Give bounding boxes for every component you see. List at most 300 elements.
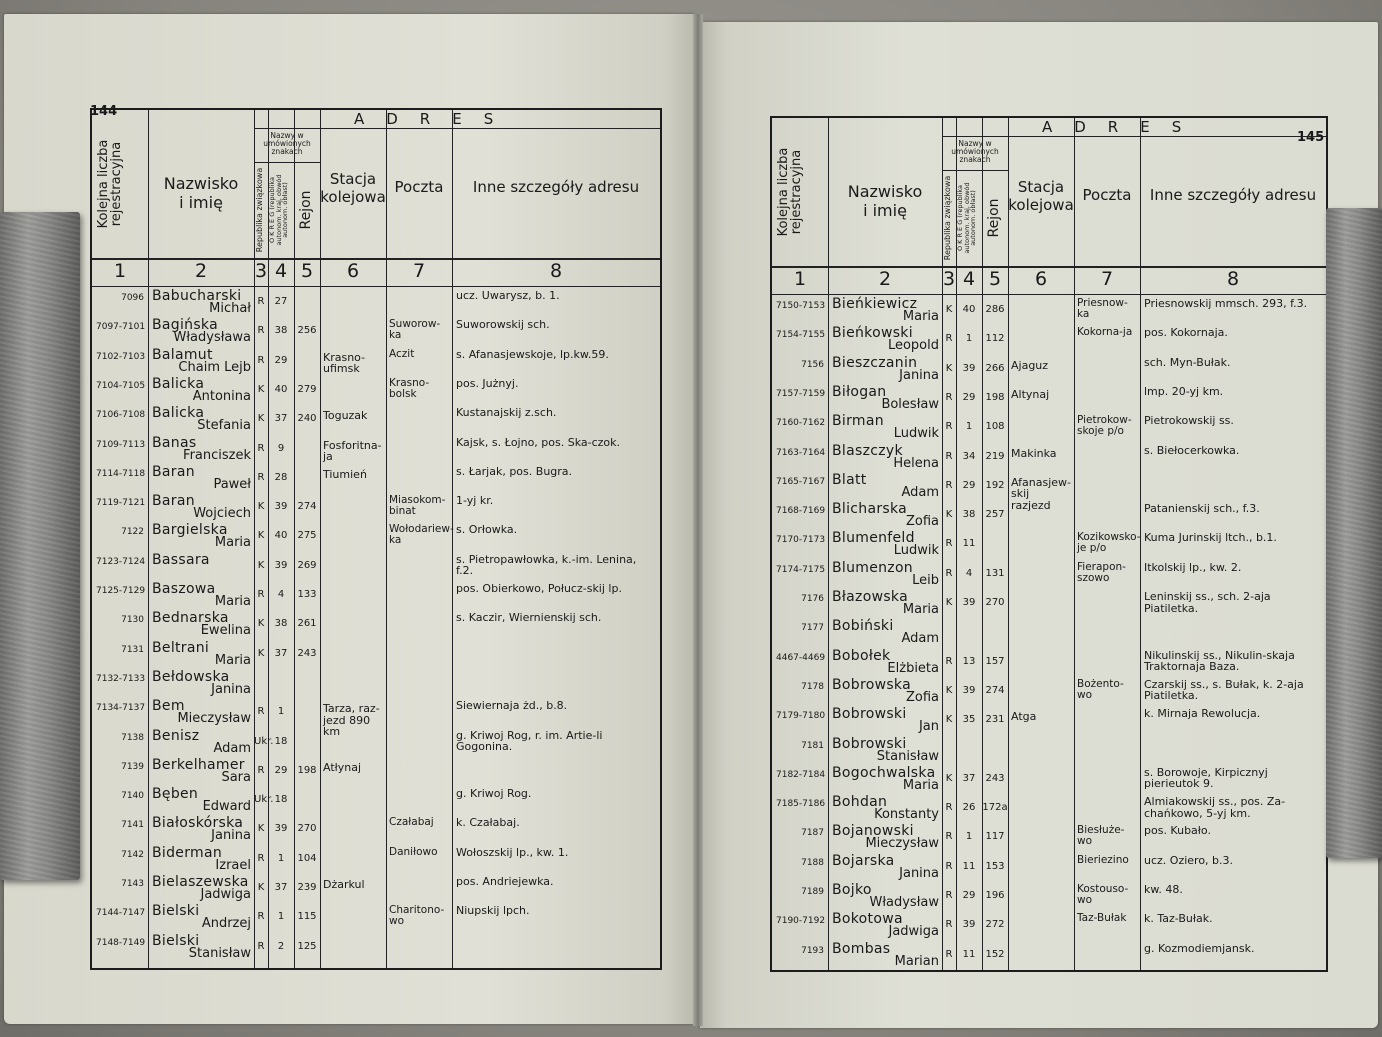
region-code: 153 <box>985 860 1005 872</box>
address-details: Leninskij ss., sch. 2-aja Piatiletka. <box>1144 590 1271 615</box>
region-code: 231 <box>985 714 1005 726</box>
railway-station: Makinka <box>1011 446 1057 460</box>
registration-number: 7144-7147 <box>96 908 146 919</box>
district-code: 29 <box>962 890 976 901</box>
region-code: 279 <box>297 383 317 395</box>
registration-number: 7096 <box>121 293 144 303</box>
district-code: 4 <box>965 567 973 579</box>
republic-code: R <box>257 325 265 337</box>
republic-code: K <box>945 597 953 608</box>
first-name: Adam <box>213 740 251 756</box>
region-code: 239 <box>297 882 317 893</box>
address-details: ucz. Oziero, b.3. <box>1144 853 1234 867</box>
republic-code: K <box>257 647 265 659</box>
district-code: 11 <box>962 538 976 550</box>
republic-code: R <box>945 802 953 814</box>
first-name: Ludwik <box>893 426 939 442</box>
surname: Bobiński <box>832 618 894 635</box>
first-name: Marian <box>894 953 939 969</box>
registration-number: 7148-7149 <box>96 937 146 948</box>
address-details: Niupskij lpch. <box>456 904 530 918</box>
address-details: s. Kaczir, Wiernienskij sch. <box>456 611 602 625</box>
post-office: Bożento-wo <box>1077 677 1124 701</box>
surname: Bobrowski <box>832 735 907 752</box>
region-code: 270 <box>297 823 317 835</box>
registration-number: 7125-7129 <box>96 586 146 596</box>
column-divider <box>828 118 829 970</box>
surname: Bombas <box>832 940 891 957</box>
address-details: ucz. Uwarysz, b. 1. <box>456 289 560 302</box>
header-agreed-names: Nazwy w umówionych znakach <box>263 131 311 156</box>
registration-number: 7193 <box>801 945 824 956</box>
header-station-2: kolejowa <box>1008 196 1074 214</box>
registration-number: 7138 <box>121 732 144 743</box>
district-code: 39 <box>962 597 976 608</box>
address-details: s. Biełocerkowka. <box>1144 443 1240 457</box>
railway-station: Atłynaj <box>323 760 362 774</box>
district-code: 1 <box>277 852 285 864</box>
surname: Blaszczyk <box>832 442 903 459</box>
surname: Balicka <box>152 375 205 392</box>
registration-number: 7106-7108 <box>96 410 146 421</box>
header-registration: Kolejna liczba rejestracyjna <box>96 139 124 229</box>
district-code: 1 <box>965 831 973 843</box>
registration-number: 7187 <box>801 828 824 839</box>
address-details: g. Kozmodiemjansk. <box>1144 941 1255 955</box>
post-office: Bieriezino <box>1077 853 1129 866</box>
registration-number: 7139 <box>121 761 144 772</box>
railway-station: Toguzak <box>323 409 368 423</box>
republic-code: R <box>257 589 265 600</box>
first-name: Bolesław <box>881 396 939 412</box>
district-code: 18 <box>274 794 288 806</box>
column-number: 6 <box>1034 268 1048 290</box>
surname: Bobrowska <box>832 676 911 693</box>
region-code: 274 <box>985 684 1005 696</box>
district-code: 29 <box>274 354 288 366</box>
district-code: 9 <box>277 442 285 454</box>
registration-number: 7177 <box>801 623 824 634</box>
address-details: g. Kriwoj Rog, r. im. Artie-li Gogonina. <box>456 728 603 754</box>
surname: Bem <box>152 698 185 715</box>
column-number: 8 <box>549 260 563 282</box>
first-name: Adam <box>901 484 939 500</box>
republic-code: R <box>945 919 953 931</box>
first-name: Jadwiga <box>200 887 251 902</box>
surname: Bielaszewska <box>152 874 249 890</box>
column-divider <box>320 110 321 968</box>
registration-number: 7178 <box>801 681 824 692</box>
first-name: Maria <box>214 652 251 668</box>
post-office: Kostouso-wo <box>1077 883 1129 907</box>
district-code: 37 <box>274 413 288 425</box>
adres-heading: ADRES <box>354 110 516 128</box>
address-details: s. Pietropawłowka, k.-im. Lenina, f.2. <box>456 552 637 578</box>
registration-number: 7130 <box>121 615 144 626</box>
address-details: Kajsk, s. Łojno, pos. Ska-czok. <box>456 435 621 449</box>
address-details: sch. Myn-Bułak. <box>1144 355 1231 369</box>
registration-number: 7109-7113 <box>96 439 146 450</box>
first-name: Adam <box>901 631 939 647</box>
region-code: 274 <box>297 501 317 513</box>
republic-code: K <box>257 413 265 425</box>
surname: Bagińska <box>152 317 218 334</box>
registration-number: 4467-4469 <box>776 652 826 663</box>
republic-code: R <box>257 354 265 366</box>
column-divider <box>1074 118 1075 970</box>
republic-code: R <box>945 831 953 843</box>
registration-number: 7123-7124 <box>96 556 146 567</box>
railway-station: Atga <box>1011 710 1037 724</box>
registration-number: 7170-7173 <box>776 535 826 546</box>
registration-number: 7141 <box>121 820 144 831</box>
column-divider <box>386 110 387 968</box>
republic-code: R <box>257 296 265 307</box>
district-code: 18 <box>274 735 288 747</box>
address-details: pos. Jużnyj. <box>456 376 519 390</box>
surname: Benisz <box>152 727 200 744</box>
first-name: Helena <box>893 455 939 471</box>
header-registration: Kolejna liczba rejestracyjna <box>776 147 804 237</box>
first-name: Janina <box>211 828 251 844</box>
column-divider <box>1140 118 1141 970</box>
region-code: 243 <box>297 647 317 659</box>
surname: Błazowska <box>832 589 908 605</box>
registration-number: 7132-7133 <box>96 673 146 684</box>
header-station: Stacja <box>329 170 377 188</box>
district-code: 39 <box>274 559 288 571</box>
page-number-right: 145 <box>1297 130 1325 145</box>
region-code: 192 <box>985 479 1005 491</box>
district-code: 1 <box>965 333 973 345</box>
surname: Blumenzon <box>832 559 913 576</box>
surname: Bojarska <box>832 852 895 869</box>
address-details: Kuma Jurinskij ltch., b.1. <box>1144 531 1277 545</box>
address-details: 1-yj kr. <box>456 494 494 508</box>
registration-number: 7156 <box>801 359 824 370</box>
first-name: Chaim Lejb <box>178 359 251 375</box>
column-number: 3 <box>942 268 956 290</box>
address-details: pos. Andriejewka. <box>456 875 554 888</box>
column-number: 1 <box>113 260 127 282</box>
post-office: Czałabaj <box>389 816 434 829</box>
railway-station: Krasno-ufimsk <box>323 350 366 376</box>
registration-number: 7134-7137 <box>96 703 146 714</box>
registration-number: 7119-7121 <box>96 498 146 509</box>
republic-code: K <box>945 304 953 315</box>
republic-code: K <box>257 501 265 513</box>
region-code: 270 <box>985 597 1005 608</box>
republic-code: K <box>945 772 953 784</box>
republic-code: R <box>257 911 265 923</box>
first-name: Elżbieta <box>887 660 939 676</box>
header-station: Stacja <box>1017 178 1065 196</box>
first-name: Zofia <box>905 514 939 530</box>
first-name: Maria <box>214 535 251 551</box>
header-district: O K R E G (republika autonom. kraj, obwód autonom. obłast) <box>268 174 289 246</box>
first-name: Sara <box>221 769 251 785</box>
region-code: 272 <box>985 919 1005 931</box>
surname: Bogochwalska <box>832 764 936 781</box>
republic-code: R <box>257 852 265 864</box>
nazwy-underline <box>942 170 1008 171</box>
first-name: Mieczysław <box>865 836 939 852</box>
republic-code: R <box>945 479 953 491</box>
first-name: Maria <box>902 777 939 793</box>
registration-number: 7176 <box>801 594 824 604</box>
registration-number: 7163-7164 <box>776 447 826 458</box>
first-name: Konstanty <box>874 807 939 823</box>
header-region: Rejon <box>986 198 1002 238</box>
surname: Bednarska <box>152 610 229 627</box>
district-code: 39 <box>274 823 288 835</box>
republic-code: K <box>945 684 953 696</box>
republic-code: R <box>257 706 265 718</box>
post-office: Krasno-bolsk <box>389 376 430 400</box>
registration-number: 7154-7155 <box>776 330 826 341</box>
surname: Bassara <box>152 551 210 568</box>
district-code: 34 <box>962 450 976 462</box>
header-district: O K R E G (republika autonom. kraj, obwód autonom. obłast) <box>956 182 977 254</box>
district-code: 2 <box>277 940 285 952</box>
republic-code: R <box>945 538 953 550</box>
first-name: Władysław <box>869 895 939 910</box>
address-details: Czarskij ss., s. Bułak, k. 2-aja Piatiletka. <box>1144 677 1304 703</box>
district-code: 26 <box>962 802 976 814</box>
registration-number: 7140 <box>121 791 144 802</box>
district-code: 37 <box>962 772 976 784</box>
nazwy-underline <box>254 162 320 163</box>
surname: Bieńkiewicz <box>832 296 918 312</box>
header-agreed-names: Nazwy w umówionych znakach <box>951 139 999 164</box>
first-name: Janina <box>899 367 939 383</box>
republic-code: K <box>945 714 953 726</box>
republic-code: K <box>257 530 265 542</box>
address-details: lmp. 20-yj km. <box>1144 384 1224 398</box>
republic-code: R <box>945 655 953 667</box>
republic-code: K <box>257 618 265 630</box>
republic-code: R <box>257 940 265 952</box>
region-code: 104 <box>297 852 317 864</box>
surname: Balicka <box>152 405 205 422</box>
district-code: 29 <box>962 391 976 403</box>
address-details: Siewiernaja żd., b.8. <box>456 699 568 713</box>
registration-number: 7104-7105 <box>96 380 146 391</box>
first-name: Jan <box>918 719 939 735</box>
first-name: Mieczysław <box>177 711 251 727</box>
address-details: Priesnowskij mmsch. 293, f.3. <box>1144 297 1308 310</box>
address-details: s. Łarjak, pos. Bugra. <box>456 464 573 478</box>
registration-number: 7102-7103 <box>96 351 146 362</box>
column-number: 3 <box>254 260 268 282</box>
column-number: 5 <box>300 260 314 282</box>
column-number: 2 <box>878 268 892 290</box>
surname: Bielski <box>152 903 200 920</box>
region-code: 243 <box>985 772 1005 784</box>
surname: Biłogan <box>832 383 887 400</box>
region-code: 269 <box>297 559 317 571</box>
header-surname: Nazwisko <box>847 182 923 201</box>
district-code: 39 <box>962 362 976 374</box>
surname: Biderman <box>152 844 222 861</box>
surname: Białoskórska <box>152 815 244 832</box>
republic-code: Ukr. <box>254 794 274 806</box>
surname: Bęben <box>152 786 199 803</box>
republic-code: K <box>257 882 265 893</box>
republic-code: K <box>257 383 265 395</box>
republic-code: R <box>945 333 953 345</box>
registration-number: 7114-7118 <box>96 468 146 479</box>
post-office: Biesłuże-wo <box>1077 824 1125 848</box>
address-details: Nikulinskij ss., Nikulin-skaja Traktornaja Baza. <box>1144 648 1295 674</box>
post-office: Miasokom-binat <box>389 494 446 518</box>
address-details: pos. Kubało. <box>1144 824 1211 838</box>
surname: Berkelhamer <box>152 756 245 773</box>
region-code: 133 <box>297 589 317 600</box>
district-code: 39 <box>274 501 288 513</box>
republic-code: R <box>945 860 953 872</box>
address-details: g. Kriwoj Rog. <box>456 787 532 801</box>
region-code: 131 <box>985 567 1005 579</box>
registration-number: 7157-7159 <box>776 388 826 399</box>
address-details: Wołoszskij lp., kw. 1. <box>456 845 569 859</box>
adres-underline <box>942 136 1326 137</box>
region-code: 125 <box>297 940 317 952</box>
first-name: Izrael <box>215 857 251 873</box>
address-details: s. Orłowka. <box>456 523 518 537</box>
first-name: Paweł <box>213 476 251 492</box>
post-office: Kokorna-ja <box>1077 326 1133 339</box>
region-code: 196 <box>985 890 1005 901</box>
registration-number: 7142 <box>121 849 144 860</box>
first-name: Ludwik <box>893 543 939 559</box>
header-post: Poczta <box>1082 186 1132 204</box>
colnum-bottom <box>92 286 660 287</box>
district-code: 11 <box>962 948 976 960</box>
column-number: 4 <box>274 260 288 282</box>
district-code: 27 <box>274 296 288 307</box>
surname: Bobołek <box>832 647 891 664</box>
district-code: 11 <box>962 860 976 872</box>
surname: Banas <box>152 434 197 451</box>
column-number: 4 <box>962 268 976 290</box>
district-code: 39 <box>962 919 976 931</box>
first-name: Antonina <box>192 388 251 404</box>
surname: Blicharska <box>832 501 908 518</box>
republic-code: R <box>257 471 265 483</box>
address-details: Pietrokowskij ss. <box>1144 414 1234 428</box>
address-details: Itkolskij lp., kw. 2. <box>1144 560 1242 574</box>
registration-number: 7165-7167 <box>776 476 826 487</box>
registration-number: 7168-7169 <box>776 506 826 517</box>
registration-number: 7131 <box>121 644 144 655</box>
address-details: pos. Kokornaja. <box>1144 326 1228 340</box>
region-code: 286 <box>985 304 1005 315</box>
address-details: k. Czałabaj. <box>456 816 520 830</box>
column-number: 2 <box>194 260 208 282</box>
district-code: 38 <box>274 618 288 630</box>
header-other-details: Inne szczegóły adresu <box>1149 186 1317 204</box>
header-surname: Nazwisko <box>163 174 239 193</box>
column-number: 1 <box>793 268 807 290</box>
republic-code: R <box>945 421 953 433</box>
adres-underline <box>254 128 660 129</box>
post-office: Fierapon-szowo <box>1077 560 1126 584</box>
header-station-2: kolejowa <box>320 188 386 206</box>
surname: Babucharski <box>152 288 242 304</box>
surname: Bohdan <box>832 794 888 811</box>
surname: Birman <box>832 413 884 430</box>
district-code: 40 <box>274 383 288 395</box>
surname: Bieszczanin <box>832 354 918 371</box>
first-name: Jadwiga <box>888 924 939 940</box>
first-name: Zofia <box>905 689 939 705</box>
district-code: 1 <box>277 706 285 718</box>
adres-heading: ADRES <box>1042 118 1204 136</box>
address-details: pos. Obierkowo, Połucz-skij lp. <box>456 582 622 595</box>
address-details: Almiakowskij ss., pos. Za-chańkowo, 5-yj km. <box>1144 795 1286 820</box>
first-name: Michał <box>209 301 251 316</box>
registration-number: 7185-7186 <box>776 799 826 810</box>
first-name: Janina <box>899 865 939 881</box>
region-code: 219 <box>985 450 1005 462</box>
district-code: 1 <box>277 911 285 923</box>
post-office: Daniłowo <box>389 845 438 858</box>
republic-code: K <box>945 509 953 521</box>
region-code: 115 <box>297 911 317 923</box>
post-office: Aczit <box>389 347 415 360</box>
surname: Bojanowski <box>832 823 914 840</box>
address-details: s. Afanasjewskoje, lp.kw.59. <box>456 347 609 361</box>
column-divider <box>1008 118 1009 970</box>
republic-code: R <box>945 391 953 403</box>
surname: Bobrowski <box>832 706 907 723</box>
region-code: 198 <box>985 391 1005 403</box>
surname: Blumenfeld <box>832 530 915 547</box>
surname: Bielski <box>152 932 200 949</box>
column-number: 8 <box>1226 268 1240 290</box>
republic-code: K <box>945 362 953 374</box>
district-code: 38 <box>274 325 288 337</box>
address-details: kw. 48. <box>1144 883 1183 896</box>
republic-code: Ukr. <box>254 735 274 747</box>
header-firstname: i imię <box>863 201 907 220</box>
post-office: Suworow-ka <box>389 318 441 342</box>
republic-code: K <box>257 559 265 571</box>
address-details: s. Borowoje, Kirpicznyj pierieutok 9. <box>1144 765 1268 791</box>
register-table-right <box>770 116 1328 972</box>
railway-station: Dżarkul <box>323 878 365 891</box>
region-code: 256 <box>297 325 317 337</box>
district-code: 29 <box>274 764 288 776</box>
header-republic: Republika związkowa <box>255 167 264 253</box>
surname: Blatt <box>832 471 867 488</box>
first-name: Leopold <box>887 338 939 354</box>
right-page <box>700 22 1378 1028</box>
first-name: Janina <box>211 681 251 697</box>
post-office: Priesnow-ka <box>1077 297 1128 321</box>
region-code: 266 <box>985 362 1005 374</box>
district-code: 4 <box>277 589 285 600</box>
registration-number: 7097-7101 <box>96 322 146 333</box>
region-code: 157 <box>985 655 1005 667</box>
address-details: k. Taz-Bułak. <box>1144 912 1213 926</box>
header-firstname: i imię <box>179 193 223 212</box>
region-code: 275 <box>297 530 317 542</box>
column-number: 5 <box>988 268 1002 290</box>
header-region: Rejon <box>298 190 314 230</box>
republic-code: R <box>945 948 953 960</box>
